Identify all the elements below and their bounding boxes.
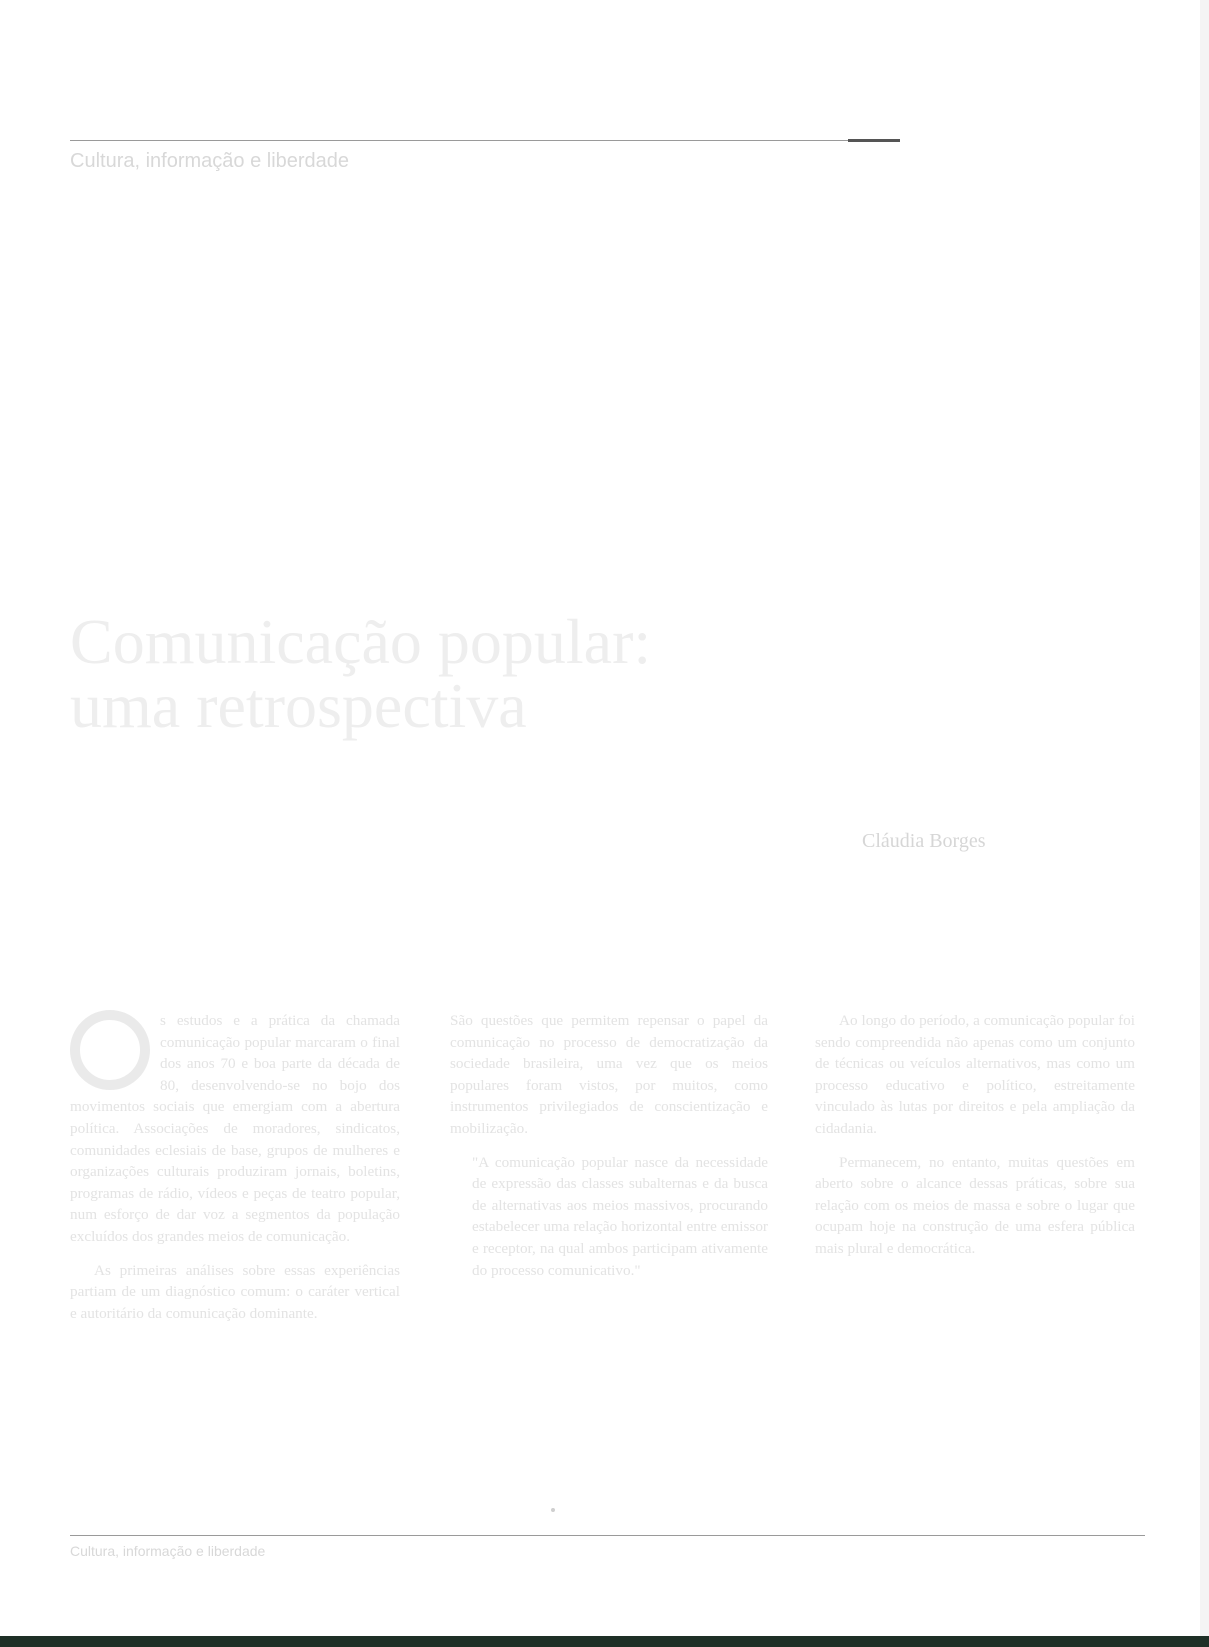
header-rule-accent	[848, 139, 900, 142]
text-column-3	[815, 1010, 1135, 1272]
paragraph: Permanecem, no entanto, muitas questões em aberto sobre o alcance dessas práticas, sobre sua relação com os meios de massa e sobre o lugar que ocupam hoje na construção de uma esfera pública mais plural e democrática.	[815, 1153, 1135, 1257]
paragraph: São questões que permitem repensar o papel da comunicação no processo de democratização da sociedade brasileira, uma vez que os meios populares foram vistos, por muitos, como instrumentos privilegiados de conscientização e mobilização.	[450, 1012, 768, 1137]
article-title	[70, 606, 830, 741]
footer-text: Cultura, informação e liberdade	[70, 1543, 266, 1559]
author-name: Cláudia Borges	[862, 830, 986, 852]
page-edge-shadow	[1200, 0, 1209, 1647]
page-mark	[551, 1508, 555, 1512]
title-line-1: Comunicação popular:	[70, 606, 652, 677]
text-column-2	[450, 1010, 768, 1293]
paragraph: Ao longo do período, a comunicação popular foi sendo compreendida não apenas como um conjunto de técnicas ou veículos alternativos, mas como um processo educativo e político, estreitamente vinculado às lutas por direitos e pela ampliação da cidadania.	[815, 1012, 1135, 1137]
block-quote: "A comunicação popular nasce da necessidade de expressão das classes subalternas e da busca de alternativas aos meios massivos, procurando estabelecer uma relação horizontal entre emissor e receptor, na qual ambos participam ativamente do processo comunicativo."	[472, 1153, 768, 1279]
paragraph	[70, 1010, 400, 1248]
paragraph: As primeiras análises sobre essas experiências partiam de um diagnóstico comum: o caráter vertical e autoritário da comunicação dominante.	[70, 1261, 400, 1322]
paragraph-text: s estudos e a prática da chamada comunicação popular marcaram o final dos anos 70 e boa parte da década de 80, desenvolvendo-se no bojo dos movimentos sociais que emergiam com a abertura política. Associações de moradores, sindicatos, comunidades eclesiais de base, grupos de mulheres e organizações culturais produziram jornais, boletins, programas de rádio, vídeos e peças de teatro popular, num esforço de dar voz a segmentos da população excluídos dos grandes meios de comunicação.	[70, 1012, 400, 1245]
drop-cap-letter-o	[70, 1010, 150, 1090]
text-column-1	[70, 1010, 400, 1336]
header-rule	[70, 140, 900, 141]
running-head: Cultura, informação e liberdade	[70, 150, 350, 172]
title-line-2: uma retrospectiva	[70, 670, 527, 741]
footer-rule	[70, 1535, 1145, 1536]
scan-bottom-band	[0, 1636, 1209, 1647]
